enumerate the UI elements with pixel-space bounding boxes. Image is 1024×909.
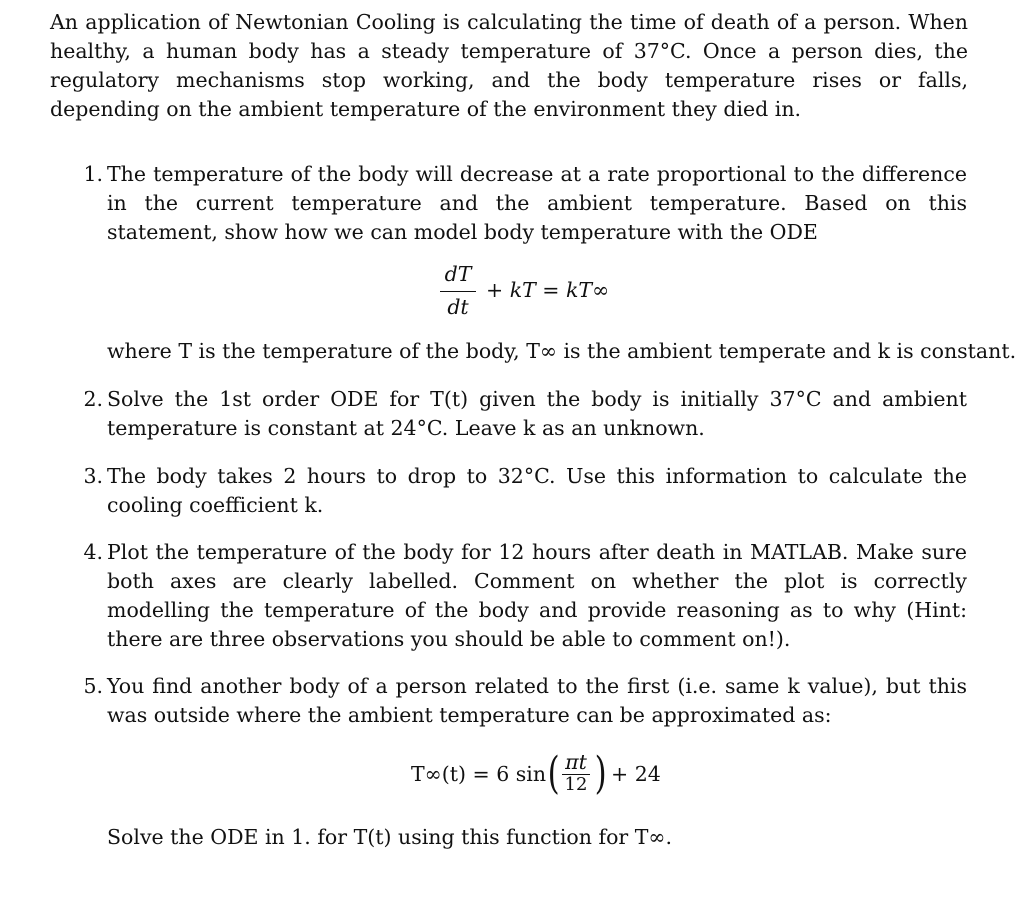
list-item-text: Plot the temperature of the body for 12 hours after death in MATLAB. Make sure both axes are clearly labelled. Comment on whether the plot is correctly modelling the temperature of the body and provide reasoning as to why (Hint: there are three observations you should be able to comment on!). [107,540,967,651]
left-paren: ( [547,748,560,799]
fraction-denominator: 12 [564,774,588,795]
list-item-4 [83,538,967,654]
equation-rest: + kT = kT∞ [486,278,610,302]
fraction-numerator: dT [444,262,472,286]
intro-paragraph: An application of Newtonian Cooling is calculating the time of death of a person. When healthy, a human body has a steady temperature of 37°C. Once a person dies, the regulatory mechanisms stop working, and the body temperature rises or falls, depending on the ambient temperature of the environment they died in. [50,10,968,121]
list-item-text: The body takes 2 hours to drop to 32°C. Use this information to calculate the cooling coefficient k. [107,464,967,517]
list-number: 3. [83,464,103,488]
list-number: 5. [83,674,103,698]
right-paren: ) [594,748,607,799]
list-item-5 [83,672,967,730]
where-clause: where T is the temperature of the body, T∞ is the ambient temperate and k is constant. [107,339,1017,363]
list-item-2 [83,385,967,443]
list-item-1 [83,160,967,247]
list-number: 4. [83,540,103,564]
ambient-temperature-equation [411,750,671,810]
equation-rhs: + 24 [611,762,661,786]
fraction-denominator: dt [447,295,469,319]
list-number: 1. [83,162,103,186]
equation-lhs: T∞(t) = 6 sin [411,762,547,786]
list-item-text: You find another body of a person related to the first (i.e. same k value), but this was outside where the ambient temperature can be approximated as: [107,674,967,727]
followup-instruction: Solve the ODE in 1. for T(t) using this function for T∞. [107,825,673,849]
fraction-bar [440,291,476,292]
list-number: 2. [83,387,103,411]
list-item-text: The temperature of the body will decrease at a rate proportional to the difference in the current temperature and the ambient temperature. Based on this statement, show how we can model body temperature with the ODE [107,162,967,244]
list-item-text: Solve the 1st order ODE for T(t) given the body is initially 37°C and ambient temperature is constant at 24°C. Leave k as an unknown. [107,387,967,440]
list-item-3 [83,462,967,520]
fraction-numerator: πt [565,750,587,774]
